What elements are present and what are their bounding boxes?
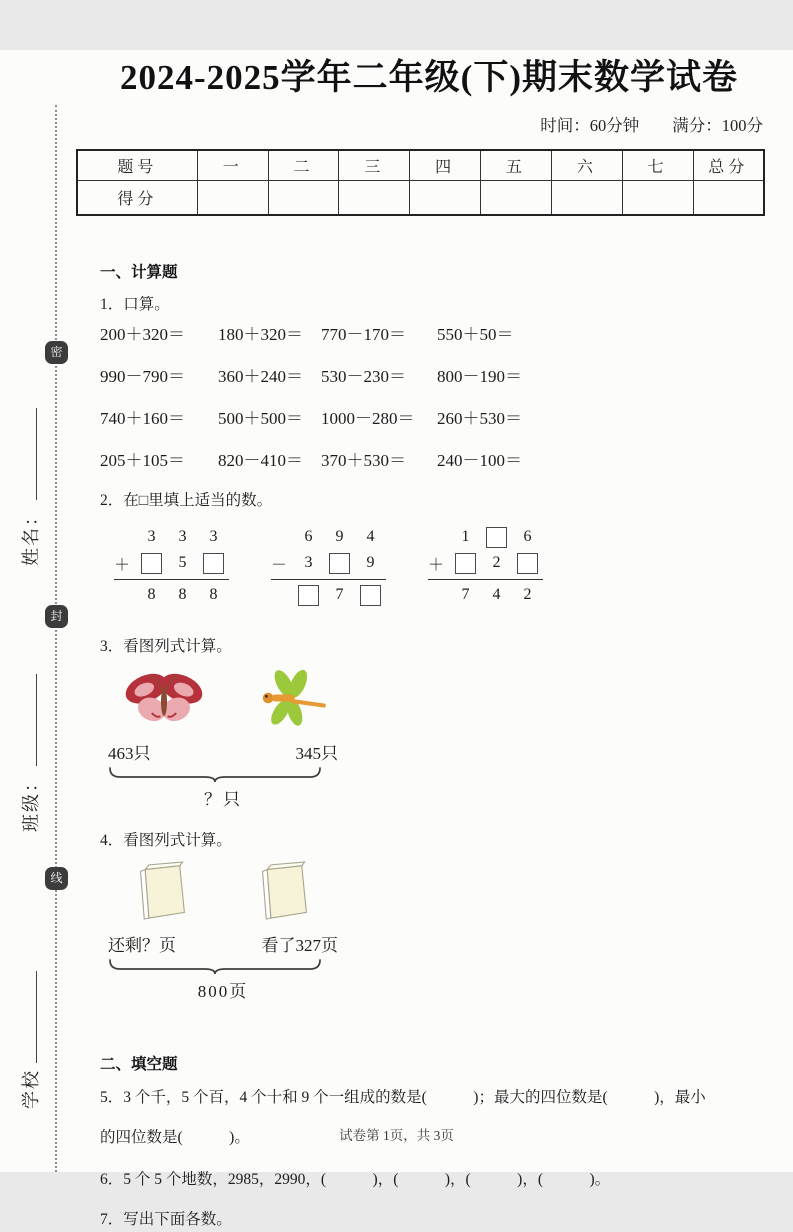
student-school-label: 学校 [21, 1069, 41, 1109]
student-class-blank[interactable] [24, 674, 37, 766]
vp-digit-cell: 7 [461, 586, 470, 603]
q4-brace [108, 958, 322, 975]
vp-digit-cell: 2 [492, 554, 501, 571]
oral-calc-equation: 820－410＝ [218, 451, 303, 470]
oral-calc-equation: 500＋500＝ [218, 409, 303, 428]
score-empty-cell [410, 181, 481, 216]
exam-paper-page [0, 50, 793, 1229]
vp-digit-cell: 3 [178, 528, 187, 545]
oral-calc-equation: 260＋530＝ [437, 409, 522, 428]
fill-in-box[interactable] [360, 585, 381, 606]
oral-calc-equation: 180＋320＝ [218, 325, 303, 344]
page-footer: 试卷第 1页，共 3页 [339, 1128, 454, 1143]
oral-calc-equation: 800－190＝ [437, 367, 522, 386]
score-table-corner: 题号 [77, 150, 197, 181]
q4-picture-block [108, 860, 338, 1002]
oral-calc-equation: 240－100＝ [437, 451, 522, 470]
fill-in-box[interactable] [517, 553, 538, 574]
vp-digit-cell: 3 [209, 528, 218, 545]
score-table [76, 149, 765, 216]
score-row-label: 得分 [77, 181, 197, 216]
seal-char-xian: 线 [45, 867, 68, 890]
section1-heading: 一、计算题 [100, 264, 178, 281]
q1-label: 1．口算。 [100, 296, 170, 313]
butterfly-icon [116, 668, 212, 735]
fill-in-box[interactable] [329, 553, 350, 574]
q4-label: 4．看图列式计算。 [100, 832, 232, 849]
seal-char-feng: 封 [45, 605, 68, 628]
vp-digit-cell: 6 [304, 528, 313, 545]
pages-read-label: 看了327页 [261, 936, 338, 955]
book-icon [134, 860, 190, 927]
vp-digit-cell: 3 [304, 554, 313, 571]
fill-in-box[interactable] [203, 553, 224, 574]
oral-calc-equation: 205＋105＝ [100, 451, 185, 470]
score-table-header-cell: 七 [622, 150, 693, 181]
score-table-header-cell: 总分 [693, 150, 764, 181]
vp-box-cell[interactable] [481, 524, 512, 550]
oral-calc-equation: 360＋240＝ [218, 367, 303, 386]
student-school-blank[interactable] [24, 971, 37, 1063]
q3-label: 3．看图列式计算。 [100, 638, 232, 655]
vp-digit-cell: 6 [523, 528, 532, 545]
score-table-header-cell: 六 [551, 150, 622, 181]
dragonfly-icon [254, 666, 330, 735]
score-table-header-cell: 四 [410, 150, 481, 181]
vertical-problem [114, 524, 229, 608]
time-and-score-info: 时间：60分钟 满分：100分 [540, 116, 763, 135]
oral-calc-equation: 740＋160＝ [100, 409, 185, 428]
vp-digit-cell: 8 [147, 586, 156, 603]
fill-in-box[interactable] [455, 553, 476, 574]
oral-calc-equation: 770－170＝ [321, 325, 406, 344]
score-table-header-cell: 五 [481, 150, 552, 181]
q2-label: 2．在□里填上适当的数。 [100, 492, 273, 509]
fill-in-box[interactable] [298, 585, 319, 606]
vp-digit-cell: 4 [492, 586, 501, 603]
vp-box-cell[interactable] [512, 550, 543, 576]
vp-digit-cell: 2 [523, 586, 532, 603]
exam-title: 2024-2025学年二年级(下)期末数学试卷 [120, 58, 738, 97]
vp-digit-cell: 1 [461, 528, 470, 545]
vp-box-cell[interactable] [450, 550, 481, 576]
q3-brace [108, 766, 322, 783]
vp-box-cell[interactable] [198, 550, 229, 576]
vp-digit-cell: 4 [366, 528, 375, 545]
vp-digit-cell: 9 [335, 528, 344, 545]
score-empty-cell [551, 181, 622, 216]
vp-digit-cell: 7 [335, 586, 344, 603]
score-empty-cell [268, 181, 339, 216]
oral-calc-equation: 990－790＝ [100, 367, 185, 386]
fill-in-box[interactable] [141, 553, 162, 574]
vp-digit-cell: 5 [178, 554, 187, 571]
student-name-label: 姓名： [21, 506, 41, 566]
student-name-field [15, 362, 45, 612]
section2-heading: 二、填空题 [100, 1056, 178, 1073]
fill-in-box[interactable] [486, 527, 507, 548]
q4-total: 800页 [197, 982, 249, 1001]
student-class-label: 班级： [21, 772, 41, 832]
oral-calc-equation: 1000－280＝ [321, 409, 415, 428]
operator-sign: ＋ [114, 556, 131, 574]
vertical-problem [271, 524, 386, 608]
dragonfly-count: 345只 [295, 744, 338, 763]
oral-calc-equation: 370＋530＝ [321, 451, 406, 470]
student-name-blank[interactable] [24, 408, 37, 500]
vp-box-cell[interactable] [293, 582, 324, 608]
vp-digit-cell: 8 [209, 586, 218, 603]
score-empty-cell [622, 181, 693, 216]
score-empty-cell [339, 181, 410, 216]
q7-label: 7．写出下面各数。 [100, 1211, 232, 1229]
vp-digit-cell: 8 [178, 586, 187, 603]
score-table-header-cell: 一 [197, 150, 268, 181]
vertical-problems [114, 524, 763, 608]
score-table-header-cell: 三 [339, 150, 410, 181]
vp-digit-cell: 3 [147, 528, 156, 545]
seal-char-mi: 密 [45, 341, 68, 364]
q3-picture-block [108, 666, 338, 810]
score-empty-cell [197, 181, 268, 216]
score-empty-cell [481, 181, 552, 216]
q5-line2: 的四位数是( )。 [100, 1129, 250, 1147]
vertical-problem [428, 524, 543, 608]
pages-left-label: 还剩？页 [108, 936, 176, 955]
score-table-header-cell: 二 [268, 150, 339, 181]
seal-dotted-line [55, 105, 57, 1172]
butterfly-count: 463只 [108, 744, 151, 763]
vp-box-cell[interactable] [136, 550, 167, 576]
oral-calc-equation: 530－230＝ [321, 367, 406, 386]
oral-calc-grid [100, 320, 763, 471]
vp-box-cell[interactable] [324, 550, 355, 576]
vp-box-cell[interactable] [355, 582, 386, 608]
oral-calc-equation: 550＋50＝ [437, 325, 514, 344]
operator-sign: ＋ [428, 556, 445, 574]
operator-sign: － [271, 556, 288, 574]
score-empty-cell [693, 181, 764, 216]
oral-calc-equation: 200＋320＝ [100, 325, 185, 344]
q5-line1: 5．3 个千，5 个百，4 个十和 9 个一组成的数是( )；最大的四位数是( )，最小 [100, 1089, 706, 1106]
book-icon [256, 860, 312, 927]
vp-digit-cell: 9 [366, 554, 375, 571]
q6-text: 6．5 个 5 个地数，2985，2990，( )，( )，( )，( )。 [100, 1171, 611, 1189]
student-class-field [15, 628, 45, 878]
q3-total: ？只 [204, 790, 242, 809]
